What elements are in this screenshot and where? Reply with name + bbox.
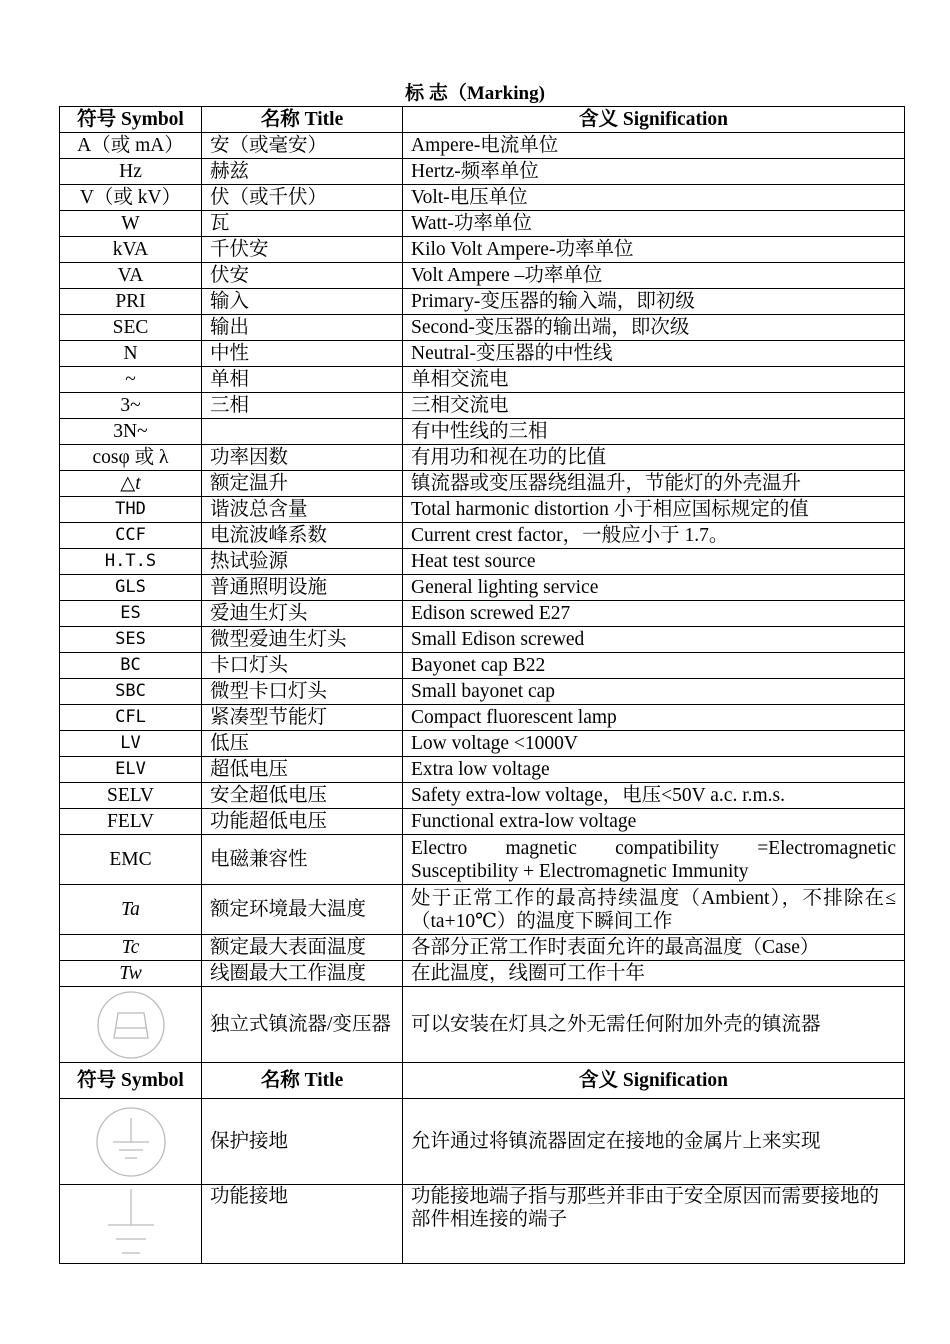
name-cell: 功率因数 (202, 445, 403, 471)
header-name: 名称 Title (202, 107, 403, 133)
meaning-cell: Current crest factor，一般应小于 1.7。 (403, 523, 905, 549)
table-row (60, 133, 905, 159)
meaning-cell: Safety extra-low voltage，电压<50V a.c. r.m.s. (403, 783, 905, 809)
name-cell: 电磁兼容性 (202, 835, 403, 885)
meaning-cell: 可以安装在灯具之外无需任何附加外壳的镇流器 (403, 987, 905, 1063)
table-row (60, 393, 905, 419)
name-cell: 安全超低电压 (202, 783, 403, 809)
symbol-cell: V（或 kV） (60, 185, 202, 211)
table-row (60, 575, 905, 601)
table-row (60, 159, 905, 185)
name-cell: 安（或毫安） (202, 133, 403, 159)
table-row (60, 445, 905, 471)
marking-table (59, 106, 905, 1264)
meaning-cell: Electro magnetic compatibility =Electromagnetic Susceptibility + Electromagnetic Immunity (403, 835, 905, 885)
table-row (60, 1185, 905, 1264)
name-cell: 输出 (202, 315, 403, 341)
name-cell: 谐波总含量 (202, 497, 403, 523)
symbol-cell: Hz (60, 159, 202, 185)
protective-earth-icon (95, 1106, 167, 1178)
meaning-cell: 有用功和视在功的比值 (403, 445, 905, 471)
header-symbol: 符号 Symbol (60, 1063, 202, 1099)
meaning-cell: Extra low voltage (403, 757, 905, 783)
meaning-cell: Volt-电压单位 (403, 185, 905, 211)
symbol-cell: BC (60, 653, 202, 679)
name-cell: 爱迪生灯头 (202, 601, 403, 627)
meaning-cell: Neutral-变压器的中性线 (403, 341, 905, 367)
header-meaning: 含义 Signification (403, 1063, 905, 1099)
name-cell: 微型爱迪生灯头 (202, 627, 403, 653)
table-row (60, 497, 905, 523)
table-row (60, 1099, 905, 1185)
table-row (60, 679, 905, 705)
symbol-cell: THD (60, 497, 202, 523)
meaning-cell: Total harmonic distortion 小于相应国标规定的值 (403, 497, 905, 523)
meaning-cell: Functional extra-low voltage (403, 809, 905, 835)
symbol-cell: Ta (60, 885, 202, 935)
name-cell: 千伏安 (202, 237, 403, 263)
table-row (60, 809, 905, 835)
symbol-cell: SES (60, 627, 202, 653)
meaning-cell: 功能接地端子指与那些并非由于安全原因而需要接地的部件相连接的端子 (403, 1185, 905, 1264)
table-row (60, 523, 905, 549)
name-cell: 额定环境最大温度 (202, 885, 403, 935)
meaning-cell: 三相交流电 (403, 393, 905, 419)
symbol-cell: CCF (60, 523, 202, 549)
meaning-cell: Kilo Volt Ampere-功率单位 (403, 237, 905, 263)
table-row (60, 885, 905, 935)
name-cell: 低压 (202, 731, 403, 757)
meaning-cell: 在此温度，线圈可工作十年 (403, 961, 905, 987)
page-title: 标 志（Marking) (405, 83, 545, 104)
symbol-cell: SBC (60, 679, 202, 705)
table-row (60, 315, 905, 341)
meaning-cell: Volt Ampere –功率单位 (403, 263, 905, 289)
symbol-cell: LV (60, 731, 202, 757)
meaning-cell: Bayonet cap B22 (403, 653, 905, 679)
table-row (60, 549, 905, 575)
table-row (60, 627, 905, 653)
table-row (60, 835, 905, 885)
name-cell: 输入 (202, 289, 403, 315)
meaning-cell: Compact fluorescent lamp (403, 705, 905, 731)
name-cell: 功能超低电压 (202, 809, 403, 835)
table-row (60, 757, 905, 783)
symbol-cell: A（或 mA） (60, 133, 202, 159)
symbol-cell: cosφ 或 λ (60, 445, 202, 471)
meaning-cell: 单相交流电 (403, 367, 905, 393)
meaning-cell: 处于正常工作的最高持续温度（Ambient），不排除在≤（ta+10℃）的温度下瞬间工作 (403, 885, 905, 935)
name-cell: 独立式镇流器/变压器 (202, 987, 403, 1063)
symbol-cell: △t (60, 471, 202, 497)
symbol-cell: N (60, 341, 202, 367)
meaning-cell: Heat test source (403, 549, 905, 575)
table-row (60, 731, 905, 757)
table-row (60, 185, 905, 211)
meaning-cell: General lighting service (403, 575, 905, 601)
meaning-cell: Small bayonet cap (403, 679, 905, 705)
name-cell: 功能接地 (202, 1185, 403, 1264)
name-cell (202, 419, 403, 445)
table-row (60, 783, 905, 809)
name-cell: 瓦 (202, 211, 403, 237)
table-row (60, 653, 905, 679)
symbol-cell: ~ (60, 367, 202, 393)
table-row (60, 471, 905, 497)
name-cell: 额定温升 (202, 471, 403, 497)
symbol-cell (60, 1185, 202, 1264)
symbol-cell (60, 987, 202, 1063)
table-row (60, 237, 905, 263)
table-row (60, 341, 905, 367)
table-row (60, 263, 905, 289)
name-cell: 电流波峰系数 (202, 523, 403, 549)
symbol-cell: SEC (60, 315, 202, 341)
independent-ballast-icon (96, 990, 166, 1060)
name-cell: 热试验源 (202, 549, 403, 575)
symbol-cell: H.T.S (60, 549, 202, 575)
table-header (60, 107, 905, 133)
symbol-cell: ELV (60, 757, 202, 783)
meaning-cell: 镇流器或变压器绕组温升，节能灯的外壳温升 (403, 471, 905, 497)
name-cell: 中性 (202, 341, 403, 367)
header-meaning: 含义 Signification (403, 107, 905, 133)
name-cell: 卡口灯头 (202, 653, 403, 679)
symbol-cell: Tc (60, 935, 202, 961)
meaning-cell: Hertz-频率单位 (403, 159, 905, 185)
name-cell: 普通照明设施 (202, 575, 403, 601)
meaning-cell: Second-变压器的输出端，即次级 (403, 315, 905, 341)
name-cell: 线圈最大工作温度 (202, 961, 403, 987)
table-row (60, 987, 905, 1063)
meaning-cell: Low voltage <1000V (403, 731, 905, 757)
name-cell: 超低电压 (202, 757, 403, 783)
meaning-cell: 允许通过将镇流器固定在接地的金属片上来实现 (403, 1099, 905, 1185)
header-name: 名称 Title (202, 1063, 403, 1099)
symbol-cell: 3N~ (60, 419, 202, 445)
name-cell: 伏（或千伏） (202, 185, 403, 211)
meaning-cell: Edison screwed E27 (403, 601, 905, 627)
table-row (60, 289, 905, 315)
meaning-cell: Watt-功率单位 (403, 211, 905, 237)
table-row (60, 601, 905, 627)
meaning-cell: 有中性线的三相 (403, 419, 905, 445)
functional-earth-icon (96, 1187, 166, 1263)
symbol-cell: FELV (60, 809, 202, 835)
name-cell: 额定最大表面温度 (202, 935, 403, 961)
meaning-cell: 各部分正常工作时表面允许的最高温度（Case） (403, 935, 905, 961)
name-cell: 伏安 (202, 263, 403, 289)
symbol-cell: GLS (60, 575, 202, 601)
table-row (60, 935, 905, 961)
name-cell: 微型卡口灯头 (202, 679, 403, 705)
symbol-cell: 3~ (60, 393, 202, 419)
symbol-cell: EMC (60, 835, 202, 885)
symbol-cell: Tw (60, 961, 202, 987)
symbol-cell: ES (60, 601, 202, 627)
table-row (60, 705, 905, 731)
table-header-repeat (60, 1063, 905, 1099)
symbol-cell: kVA (60, 237, 202, 263)
meaning-cell: Ampere-电流单位 (403, 133, 905, 159)
symbol-cell: VA (60, 263, 202, 289)
symbol-cell (60, 1099, 202, 1185)
header-symbol: 符号 Symbol (60, 107, 202, 133)
name-cell: 三相 (202, 393, 403, 419)
symbol-cell: SELV (60, 783, 202, 809)
name-cell: 赫兹 (202, 159, 403, 185)
name-cell: 单相 (202, 367, 403, 393)
symbol-cell: PRI (60, 289, 202, 315)
meaning-cell: Primary-变压器的输入端，即初级 (403, 289, 905, 315)
name-cell: 保护接地 (202, 1099, 403, 1185)
table-row (60, 367, 905, 393)
table-row (60, 961, 905, 987)
meaning-cell: Small Edison screwed (403, 627, 905, 653)
symbol-cell: W (60, 211, 202, 237)
table-row (60, 419, 905, 445)
table-row (60, 211, 905, 237)
name-cell: 紧凑型节能灯 (202, 705, 403, 731)
symbol-cell: CFL (60, 705, 202, 731)
